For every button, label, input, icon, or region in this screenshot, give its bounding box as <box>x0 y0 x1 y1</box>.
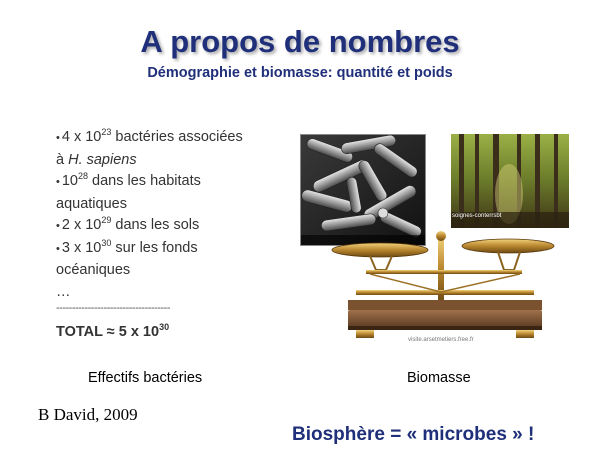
author-credit: B David, 2009 <box>38 405 138 424</box>
bullet-line: • 2 x $10^{29}$ dans les sols <box>56 215 200 233</box>
slide-subtitle: Démographie et biomasse: quantité et poids <box>147 65 453 81</box>
total-line: TOTAL ≈ 5 x $10^{30}$ <box>56 322 170 340</box>
balance-scale-image <box>330 226 560 348</box>
left-caption: Effectifs bactéries <box>88 370 203 386</box>
right-caption: Biomasse <box>407 370 471 386</box>
scale-image-credit: visite.arsetmetiers.free.fr <box>408 337 474 343</box>
ellipsis: … <box>56 284 71 300</box>
separator-line: ------------------------------------ <box>56 302 170 314</box>
bullet-line: • $10^{28}$ dans les habitats <box>56 171 201 189</box>
bullet-line: aquatiques <box>56 195 127 212</box>
slogan: Biosphère = « microbes » ! <box>292 424 535 445</box>
bullet-line: • 3 x $10^{30}$ sur les fonds <box>56 237 198 256</box>
bullet-line: • 4 x $10^{23}$ bactéries associées <box>56 127 243 145</box>
slide-title: A propos de nombres <box>140 24 460 59</box>
bacteria-counts-list <box>56 127 276 282</box>
bullet-line: à H. sapiens <box>56 151 137 168</box>
forest-photo-label: soignes-conterrsbt <box>452 213 502 219</box>
bullet-line: océaniques <box>56 262 131 278</box>
